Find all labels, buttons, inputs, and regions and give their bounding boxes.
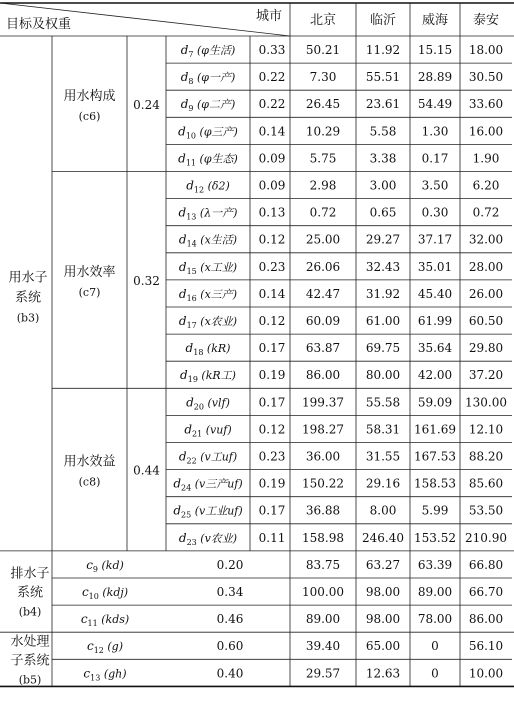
- weight-cell: 0.60: [216, 639, 244, 654]
- weight-cell: 0.23: [258, 449, 286, 464]
- value-cell: 158.98: [302, 530, 344, 545]
- sublevel-label: 用水构成: [63, 88, 116, 104]
- value-cell: 61.00: [365, 314, 401, 328]
- group-label-line: 系统: [16, 585, 44, 601]
- weight-cell: 0.40: [216, 666, 244, 681]
- value-cell: 29.16: [365, 476, 401, 491]
- value-cell: 0.65: [369, 205, 397, 220]
- value-cell: 42.00: [417, 368, 453, 383]
- indicator-symbol: d: [186, 178, 194, 193]
- value-cell: 130.00: [465, 395, 507, 410]
- indicator-subscript: 11: [87, 619, 98, 629]
- value-cell: 63.27: [365, 557, 401, 572]
- corner-bottom-label: 目标及权重: [6, 17, 72, 32]
- indicator-symbol-name: (kR工): [197, 369, 236, 383]
- value-cell: 55.51: [365, 70, 401, 85]
- value-cell: 12.10: [468, 422, 504, 437]
- indicator-subscript: 19: [187, 375, 198, 385]
- weight-cell: 0.12: [258, 422, 286, 437]
- weight-cell: 0.22: [258, 97, 286, 112]
- value-cell: 31.92: [365, 286, 401, 301]
- value-cell: 23.61: [365, 97, 401, 112]
- value-cell: 32.00: [468, 232, 504, 247]
- value-cell: 0.72: [309, 205, 337, 220]
- group-label-line: 排水子: [10, 566, 50, 582]
- value-cell: 89.00: [305, 612, 341, 627]
- sublevel-label: 用水效益: [63, 454, 116, 470]
- weight-cell: 0.13: [258, 205, 286, 220]
- value-cell: 36.88: [305, 503, 341, 518]
- value-cell: 83.75: [305, 557, 341, 572]
- indicator-subscript: 18: [193, 348, 204, 358]
- indicator-label: [173, 504, 242, 520]
- value-cell: 246.40: [362, 530, 404, 545]
- sublevel-weight: 0.44: [133, 463, 160, 478]
- value-cell: 2.98: [309, 178, 337, 193]
- value-cell: 36.00: [305, 449, 341, 464]
- indicator-symbol-name: (λ一产): [196, 206, 238, 220]
- indicator-label: [179, 233, 237, 249]
- value-cell: 55.58: [365, 395, 401, 410]
- indicator-symbol-name: (x农业): [196, 315, 238, 328]
- indicator-subscript: 10: [185, 131, 197, 141]
- indicator-symbol-name: (φ三产): [196, 125, 238, 139]
- value-cell: 16.00: [468, 124, 504, 139]
- value-cell: 10.00: [468, 666, 504, 681]
- weight-cell: 0.17: [258, 395, 286, 410]
- indicator-symbol-name: (x生活): [196, 233, 238, 247]
- value-cell: 58.31: [365, 422, 401, 437]
- indicator-symbol: c: [80, 612, 88, 627]
- sublevel-weight: 0.24: [133, 97, 160, 112]
- sublevel-weight: 0.32: [133, 273, 160, 288]
- corner-top-label: 城市: [255, 9, 282, 24]
- value-cell: 60.50: [468, 314, 504, 328]
- indicator-subscript: 25: [181, 510, 192, 520]
- value-cell: 0.72: [472, 205, 500, 220]
- value-cell: 15.15: [417, 43, 453, 57]
- value-cell: 50.21: [305, 43, 341, 57]
- group-code: (b3): [16, 311, 40, 325]
- indicator-label: [87, 639, 123, 655]
- indicator-symbol-name: (kds): [97, 613, 130, 627]
- indicator-subscript: 9: [188, 104, 194, 114]
- value-cell: 59.09: [417, 395, 453, 410]
- indicator-subscript: 16: [186, 293, 197, 303]
- value-cell: 0.30: [421, 205, 449, 220]
- indicator-subscript: 22: [186, 456, 197, 466]
- indicator-subscript: 12: [193, 185, 205, 195]
- indicator-subscript: 11: [185, 158, 197, 168]
- indicator-symbol-name: (kR): [203, 342, 231, 356]
- indicator-label: [179, 260, 237, 276]
- indicator-subscript: 23: [186, 537, 197, 547]
- indicator-subscript: 20: [193, 402, 204, 412]
- indicator-label: [86, 558, 124, 574]
- indicator-label: [178, 124, 238, 140]
- value-cell: 29.27: [365, 232, 401, 247]
- value-cell: 28.89: [417, 70, 453, 85]
- indicator-symbol-name: (g): [103, 640, 124, 654]
- indicator-symbol: d: [180, 368, 188, 383]
- value-cell: 61.99: [417, 314, 453, 328]
- city-header: 威海: [421, 13, 449, 28]
- value-cell: 25.00: [305, 232, 341, 247]
- indicator-label: [180, 368, 236, 384]
- indicator-symbol: d: [186, 395, 194, 410]
- value-cell: 80.00: [365, 368, 401, 383]
- indicator-symbol: c: [86, 557, 93, 572]
- indicator-label: [178, 151, 238, 167]
- indicator-symbol: d: [178, 124, 186, 139]
- value-cell: 65.00: [365, 639, 401, 654]
- value-cell: 85.60: [468, 476, 504, 491]
- indicator-label: [82, 585, 128, 601]
- city-header: 泰安: [472, 13, 500, 28]
- weight-cell: 0.09: [258, 151, 286, 166]
- indicator-label: [173, 477, 242, 493]
- indicator-label: [186, 179, 230, 195]
- value-cell: 3.38: [369, 151, 397, 166]
- indicator-symbol: d: [173, 503, 182, 518]
- group-label-line: 子系统: [10, 653, 50, 669]
- indicator-label: [186, 395, 230, 411]
- group-label-line: 系统: [14, 290, 42, 306]
- value-cell: 29.80: [468, 341, 504, 356]
- indicator-label: [184, 422, 231, 438]
- value-cell: 88.20: [468, 449, 504, 464]
- indicator-subscript: 10: [88, 592, 99, 601]
- indicator-symbol: d: [178, 314, 187, 328]
- city-header: 临沂: [369, 13, 397, 28]
- value-cell: 29.57: [305, 666, 341, 681]
- indicator-subscript: 12: [93, 646, 104, 656]
- indicator-label: [181, 43, 236, 59]
- indicator-subscript: 9: [92, 564, 99, 574]
- weight-cell: 0.22: [258, 70, 286, 85]
- value-cell: 150.22: [302, 476, 344, 491]
- value-cell: 199.37: [302, 395, 344, 410]
- group-code: (b5): [18, 673, 42, 687]
- value-cell: 18.00: [468, 43, 504, 57]
- value-cell: 0: [431, 639, 439, 654]
- indicator-label: [186, 341, 231, 357]
- indicator-subscript: 7: [188, 50, 194, 59]
- value-cell: 26.45: [305, 97, 341, 112]
- indicator-symbol-name: (φ一产): [193, 71, 236, 85]
- value-cell: 63.87: [305, 341, 341, 356]
- value-cell: 37.20: [468, 368, 504, 383]
- value-cell: 1.90: [472, 151, 500, 166]
- indicator-label: [81, 612, 129, 628]
- value-cell: 66.80: [468, 557, 504, 572]
- value-cell: 26.06: [305, 259, 341, 274]
- indicator-symbol-name: (x工业): [196, 260, 238, 274]
- sublevel-code: (c7): [78, 285, 101, 299]
- value-cell: 66.70: [468, 585, 504, 599]
- indicator-symbol-name: (φ二产): [193, 98, 236, 112]
- value-cell: 153.52: [414, 530, 456, 545]
- indicator-symbol-name: (gh): [100, 667, 127, 681]
- value-cell: 1.30: [421, 124, 449, 139]
- value-cell: 30.50: [468, 70, 504, 85]
- value-cell: 54.49: [417, 97, 453, 112]
- indicator-symbol: c: [86, 639, 94, 654]
- weight-cell: 0.23: [258, 259, 286, 274]
- value-cell: 42.47: [305, 286, 341, 301]
- value-cell: 158.53: [414, 476, 456, 491]
- sublevel-label: 用水效率: [63, 264, 116, 280]
- indicator-symbol-name: (v工uf): [196, 450, 238, 464]
- indicator-symbol: d: [178, 449, 187, 464]
- value-cell: 89.00: [417, 585, 453, 599]
- indicator-symbol-name: (v工业uf): [191, 504, 243, 518]
- indicator-symbol-name: (δ2): [204, 179, 230, 193]
- value-cell: 86.00: [468, 612, 504, 627]
- value-cell: 98.00: [365, 612, 401, 627]
- indicator-symbol: d: [178, 286, 187, 301]
- value-cell: 5.58: [369, 124, 397, 139]
- indicator-label: [181, 97, 236, 113]
- indicator-symbol: d: [180, 70, 189, 85]
- indicator-symbol-name: (kd): [98, 558, 124, 572]
- indicator-label: [179, 531, 237, 547]
- value-cell: 10.29: [305, 124, 341, 139]
- value-cell: 45.40: [417, 286, 453, 301]
- value-cell: 8.00: [369, 503, 397, 518]
- indicator-symbol-name: (φ生态): [196, 152, 238, 166]
- indicator-symbol: d: [178, 151, 186, 166]
- indicator-symbol-name: (x三产): [196, 287, 238, 301]
- indicator-label: [179, 314, 237, 330]
- value-cell: 37.17: [417, 232, 453, 247]
- value-cell: 35.64: [417, 341, 453, 356]
- value-cell: 3.50: [421, 178, 449, 193]
- indicator-symbol: d: [178, 530, 187, 545]
- weight-cell: 0.11: [258, 530, 286, 545]
- weight-cell: 0.17: [258, 503, 286, 518]
- weight-cell: 0.14: [258, 124, 286, 139]
- indicator-subscript: 17: [186, 321, 197, 330]
- indicator-symbol-name: (φ生活): [193, 44, 236, 57]
- indicator-subscript: 13: [90, 673, 101, 683]
- value-cell: 26.00: [468, 286, 504, 301]
- weight-cell: 0.19: [258, 368, 286, 383]
- value-cell: 31.55: [365, 449, 401, 464]
- indicator-symbol: d: [173, 476, 182, 491]
- indicator-symbol-name: (vlf): [203, 396, 230, 410]
- indicator-symbol: d: [184, 422, 193, 437]
- value-cell: 5.99: [421, 503, 449, 518]
- sublevel-code: (c8): [78, 475, 101, 489]
- weight-cell: 0.14: [258, 286, 286, 301]
- group-label-line: 用水子: [8, 270, 48, 286]
- weight-cell: 0.12: [258, 314, 286, 328]
- value-cell: 3.00: [369, 178, 397, 193]
- value-cell: 0: [431, 666, 439, 681]
- indicator-subscript: 13: [186, 212, 197, 222]
- indicator-symbol-name: (vuf): [202, 423, 232, 437]
- value-cell: 98.00: [365, 585, 401, 599]
- value-cell: 28.00: [468, 259, 504, 274]
- value-cell: 56.10: [468, 639, 504, 654]
- indicator-label: [179, 450, 237, 466]
- weight-cell: 0.17: [258, 341, 286, 356]
- indicator-symbol: d: [178, 205, 187, 220]
- indicator-symbol-name: (kdj): [98, 586, 129, 599]
- indicator-symbol: c: [83, 666, 91, 681]
- value-cell: 7.30: [309, 70, 337, 85]
- group-label-line: 水处理: [10, 634, 50, 650]
- indicator-subscript: 24: [181, 483, 192, 493]
- indicator-label: [179, 287, 237, 303]
- value-cell: 86.00: [305, 368, 341, 383]
- weight-cell: 0.20: [216, 557, 244, 572]
- indicator-symbol: d: [180, 97, 189, 112]
- value-cell: 198.27: [302, 422, 344, 437]
- weight-cell: 0.34: [216, 585, 244, 599]
- value-cell: 0.17: [421, 151, 449, 166]
- value-cell: 100.00: [302, 585, 344, 599]
- sublevel-code: (c6): [78, 109, 101, 123]
- weight-cell: 0.12: [258, 232, 286, 247]
- weight-cell: 0.09: [258, 178, 286, 193]
- indicator-label: [83, 666, 126, 682]
- indicator-subscript: 14: [186, 239, 197, 249]
- value-cell: 39.40: [305, 639, 341, 654]
- value-cell: 11.92: [365, 43, 401, 57]
- value-cell: 60.09: [305, 314, 341, 328]
- indicator-symbol: c: [81, 585, 89, 599]
- value-cell: 63.39: [417, 557, 453, 572]
- city-header: 北京: [309, 13, 337, 28]
- indicator-subscript: 21: [192, 429, 203, 439]
- weight-cell: 0.33: [258, 43, 286, 57]
- indicator-symbol: d: [178, 259, 187, 274]
- value-cell: 78.00: [417, 612, 453, 627]
- group-code: (b4): [18, 605, 42, 619]
- table-cells: [6, 9, 507, 686]
- indicator-symbol: d: [185, 341, 194, 356]
- indicator-label: [181, 70, 236, 86]
- value-cell: 210.90: [465, 530, 507, 545]
- value-cell: 12.63: [365, 666, 401, 681]
- weight-cell: 0.46: [216, 612, 244, 627]
- value-cell: 33.60: [468, 97, 504, 112]
- indicator-symbol: d: [178, 232, 187, 247]
- indicator-label: [179, 206, 238, 222]
- indicator-symbol: d: [180, 43, 189, 57]
- indicator-symbol-name: (v三产uf): [191, 477, 243, 491]
- value-cell: 35.01: [417, 259, 453, 274]
- weight-cell: 0.19: [258, 476, 286, 491]
- value-cell: 53.50: [468, 503, 504, 518]
- indicator-subscript: 15: [186, 266, 197, 276]
- indicator-symbol-name: (v农业): [196, 531, 238, 545]
- indicator-subscript: 8: [188, 77, 194, 87]
- value-cell: 161.69: [414, 422, 456, 437]
- value-cell: 6.20: [472, 178, 500, 193]
- value-cell: 69.75: [365, 341, 401, 356]
- value-cell: 167.53: [414, 449, 456, 464]
- value-cell: 5.75: [309, 151, 337, 166]
- value-cell: 32.43: [365, 259, 401, 274]
